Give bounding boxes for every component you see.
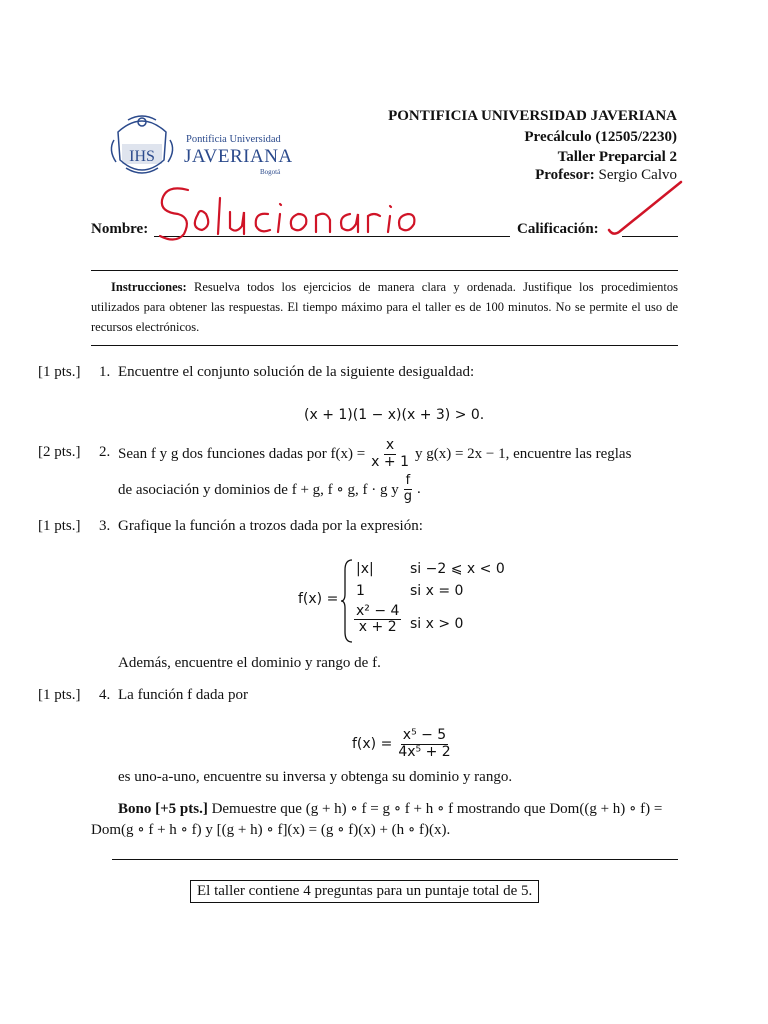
q2-line2 <box>118 469 421 509</box>
q4-after: es uno-a-uno, encuentre su inversa y obtenga su dominio y rango. <box>118 769 513 785</box>
q2-frac2-den: g <box>403 488 413 504</box>
bonus-label: Bono [+5 pts.] <box>118 801 208 817</box>
q2-fraction2 <box>402 474 414 504</box>
grade-label: Calificación: <box>517 221 599 237</box>
q1-number: 1. <box>99 364 111 380</box>
q2-frac-num: x <box>385 437 395 454</box>
q2-text1: Sean f y g dos funciones dadas por f(x) = <box>118 445 366 462</box>
bonus-line1 <box>118 799 662 818</box>
q1-formula: (x + 1)(1 − x)(x + 3) > 0. <box>304 407 485 423</box>
q4-den: 4x⁵ + 2 <box>398 743 451 760</box>
q2-text3: de asociación y dominios de f + g, f ∘ g, f · g y <box>118 481 399 498</box>
bonus-line2: Dom(g ∘ f + h ∘ f) y [(g + h) ∘ f](x) = (g ∘ f)(x) + (h ∘ f)(x). <box>91 822 451 838</box>
professor-name: Sergio Calvo <box>598 167 677 183</box>
q4-text: La función f dada por <box>118 687 248 703</box>
q3-case2: 1 <box>356 583 365 599</box>
q2-text4: . <box>417 480 421 497</box>
name-label: Nombre: <box>91 221 149 237</box>
logo-line2: JAVERIANA <box>184 146 293 167</box>
q4-number: 4. <box>99 687 111 703</box>
instructions-text: Resuelva todos los ejercicios de manera clara y ordenada. Justifique los procedimientos utilizados para obtener las respuestas. El tiempo máximo para el taller es de 100 minutos. No se permite el uso de recursos electrónicos. <box>91 280 679 334</box>
q1-points: [1 pts.] <box>38 364 81 380</box>
q3-case3-cond: si x > 0 <box>410 616 464 632</box>
footer-box: El taller contiene 4 preguntas para un puntaje total de 5. <box>190 880 539 903</box>
q3-case3-fraction <box>354 604 401 636</box>
university-logo <box>106 110 291 185</box>
q3-case3-den: x + 2 <box>358 619 397 636</box>
handwritten-name <box>150 178 420 248</box>
course-code: Precálculo (12505/2230) <box>524 129 677 145</box>
q2-line1 <box>118 434 631 474</box>
q3-points: [1 pts.] <box>38 518 81 534</box>
q3-piecewise <box>298 556 518 646</box>
footer-rule <box>112 859 678 860</box>
logo-monogram: IHS <box>129 148 155 165</box>
university-crest-icon <box>106 110 178 182</box>
document-title: Taller Preparcial 2 <box>557 149 677 165</box>
q2-frac-den: x + 1 <box>371 453 409 470</box>
q2-points: [2 pts.] <box>38 444 81 460</box>
q3-text: Grafique la función a trozos dada por la expresión: <box>118 518 423 534</box>
q3-case1-cond: si −2 ⩽ x < 0 <box>410 561 505 577</box>
q3-case1: |x| <box>356 561 374 577</box>
q3-case3-num: x² − 4 <box>356 603 400 619</box>
q4-points: [1 pts.] <box>38 687 81 703</box>
logo-line1: Pontificia Universidad <box>186 134 281 145</box>
q3-after: Además, encuentre el dominio y rango de f. <box>118 655 381 671</box>
q4-num: x⁵ − 5 <box>402 727 447 744</box>
q3-lhs: f(x) = <box>298 591 339 607</box>
q2-frac2-num: f <box>405 473 411 489</box>
instructions-top-rule <box>91 270 678 271</box>
q4-lhs: f(x) = <box>352 736 393 752</box>
q3-case2-cond: si x = 0 <box>410 583 464 599</box>
q2-text2: y g(x) = 2x − 1, encuentre las reglas <box>414 445 632 462</box>
q4-fraction <box>396 728 452 760</box>
q2-fraction <box>369 438 411 470</box>
q2-number: 2. <box>99 444 111 460</box>
instructions-label: Instrucciones: <box>111 280 187 294</box>
instructions-bottom-rule <box>91 345 678 346</box>
grade-checkmark-icon <box>605 178 685 238</box>
q3-number: 3. <box>99 518 111 534</box>
instructions-block <box>91 277 678 337</box>
q1-text: Encuentre el conjunto solución de la siguiente desigualdad: <box>118 364 475 380</box>
q3-brace-icon <box>340 558 354 644</box>
professor-label: Profesor: <box>535 167 595 183</box>
q4-formula <box>352 722 453 766</box>
logo-line3: Bogotá <box>260 168 281 176</box>
bonus-text1: Demuestre que (g + h) ∘ f = g ∘ f + h ∘ f mostrando que Dom((g + h) ∘ f) = <box>211 801 663 817</box>
university-name: PONTIFICIA UNIVERSIDAD JAVERIANA <box>388 108 677 124</box>
